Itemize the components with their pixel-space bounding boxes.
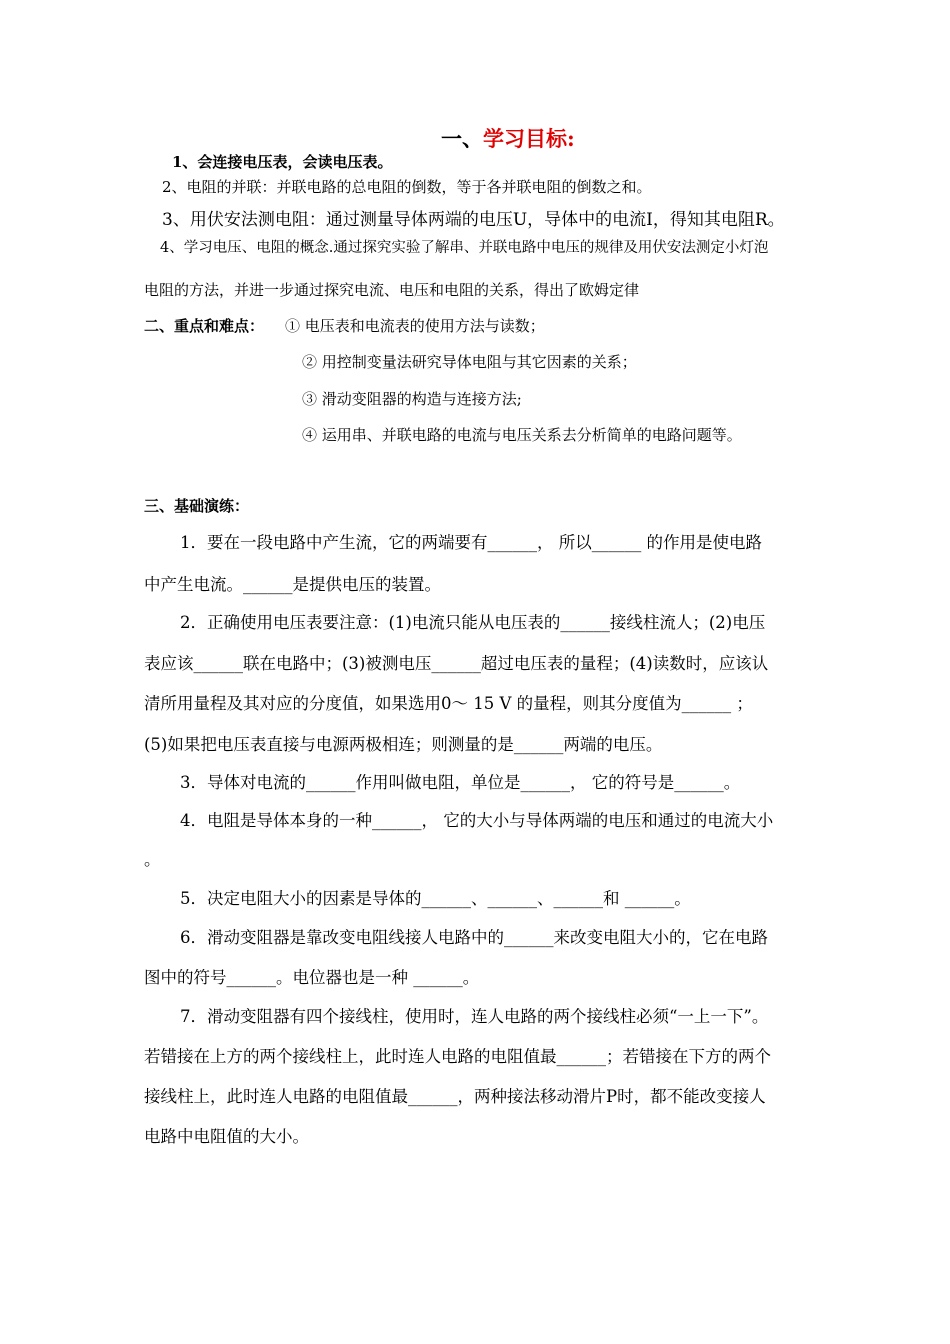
objectives-heading <box>441 126 575 152</box>
objective-1: 1、会连接电压表，会读电压表。 <box>172 153 393 171</box>
exercise-line-12: 图中的符号______。电位器也是一种 ______。 <box>144 968 480 987</box>
objectives-heading-prefix: 一、 <box>441 126 483 151</box>
key-point-4: ④ 运用串、并联电路的电流与电压关系去分析简单的电路问题等。 <box>302 426 742 444</box>
key-point-3: ③ 滑动变阻器的构造与连接方法; <box>302 390 522 408</box>
exercise-line-2: 中产生电流。______是提供电压的装置。 <box>144 575 441 594</box>
objectives-heading-text: 学习目标: <box>483 126 575 151</box>
exercise-line-13: 7．滑动变阻器有四个接线柱，使用时，连人电路的两个接线柱必须“一上一下”。 <box>180 1007 769 1026</box>
key-points-heading: 二、重点和难点： <box>144 317 265 335</box>
key-point-1: ① 电压表和电流表的使用方法与读数； <box>285 317 545 335</box>
exercise-line-15: 接线柱上，此时连人电路的电阻值最______，两种接法移动滑片P时，都不能改变接人 <box>144 1087 766 1106</box>
exercise-line-4: 表应该______联在电路中；(3)被测电压______超过电压表的量程；(4)读数时，应该认 <box>144 654 769 673</box>
objective-4: 4、学习电压、电阻的概念.通过探究实验了解串、并联电路中电压的规律及用伏安法测定小灯泡 <box>160 240 769 256</box>
objective-2: 2、电阻的并联：并联电路的总电阻的倒数，等于各并联电阻的倒数之和。 <box>162 178 652 196</box>
exercise-line-5: 清所用量程及其对应的分度值，如果选用0～ 15 V 的量程，则其分度值为______ ； <box>144 694 753 713</box>
objective-3: 3、用伏安法测电阻：通过测量导体两端的电压U，导体中的电流I，得知其电阻R。 <box>162 210 785 230</box>
exercise-line-14: 若错接在上方的两个接线柱上，此时连人电路的电阻值最______；若错接在下方的两个 <box>144 1047 771 1066</box>
key-point-2: ② 用控制变量法研究导体电阻与其它因素的关系； <box>302 353 637 371</box>
exercises-heading: 三、基础演练： <box>144 497 250 515</box>
exercise-line-10: 5．决定电阻大小的因素是导体的______、______、______和 ______。 <box>180 889 691 908</box>
exercise-line-1: 1．要在一段电路中产生流，它的两端要有______， 所以______ 的作用是使电路 <box>180 533 762 552</box>
exercise-line-6: (5)如果把电压表直接与电源两极相连；则测量的是______两端的电压。 <box>144 735 663 754</box>
exercise-line-9: 。 <box>144 850 161 869</box>
exercise-line-16: 电路中电阻值的大小。 <box>144 1127 309 1146</box>
exercise-line-3: 2．正确使用电压表要注意：(1)电流只能从电压表的______接线柱流人；(2)电压 <box>180 613 766 632</box>
exercise-line-8: 4．电阻是导体本身的一种______， 它的大小与导体两端的电压和通过的电流大小 <box>180 811 774 830</box>
exercise-line-7: 3．导体对电流的______作用叫做电阻，单位是______， 它的符号是______。 <box>180 773 741 792</box>
objective-4-cont: 电阻的方法，并进一步通过探究电流、电压和电阻的关系，得出了欧姆定律 <box>144 281 640 299</box>
exercise-line-11: 6．滑动变阻器是靠改变电阻线接人电路中的______来改变电阻大小的，它在电路 <box>180 928 768 947</box>
